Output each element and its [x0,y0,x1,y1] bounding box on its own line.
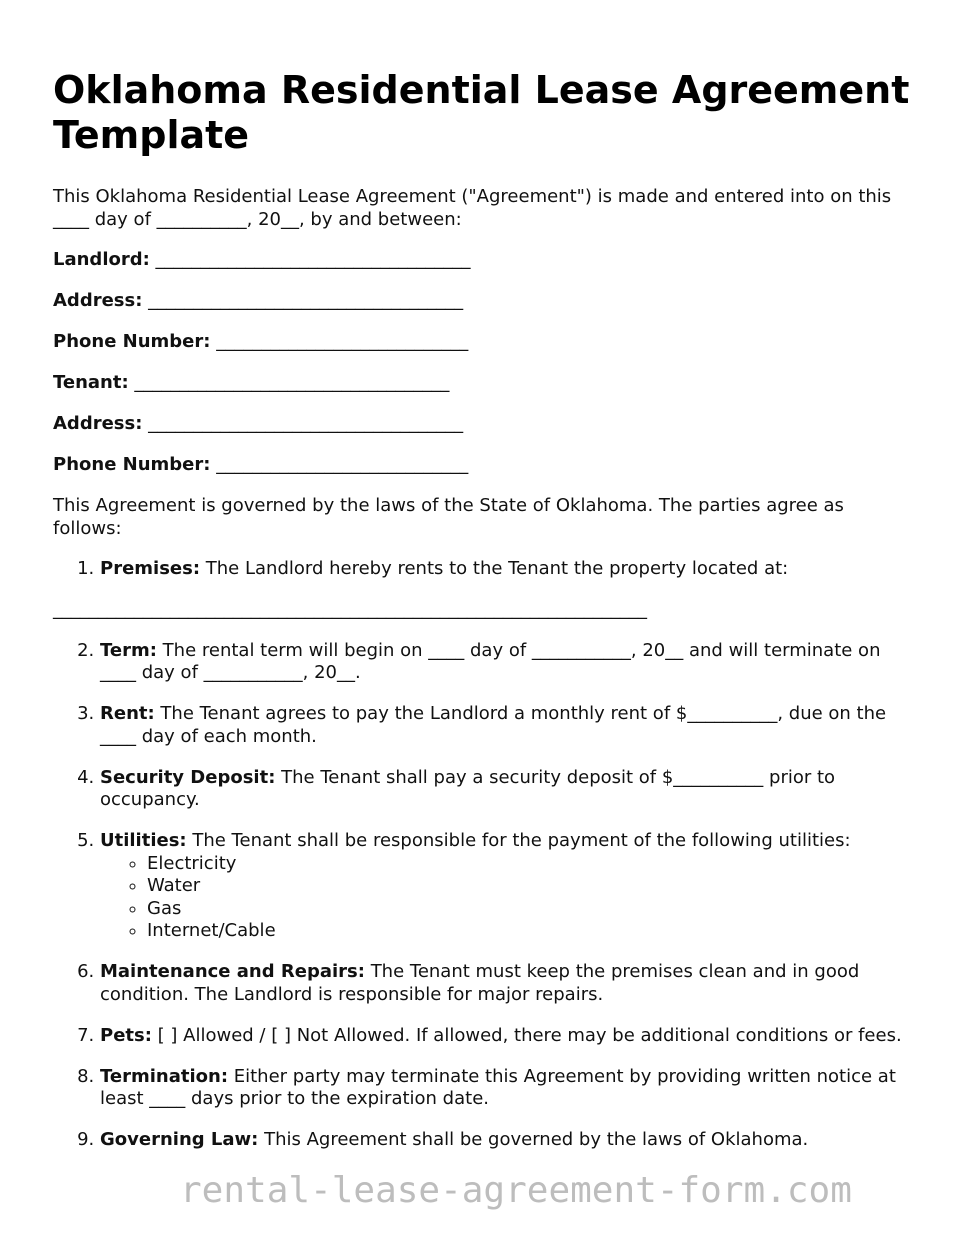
term-heading: Utilities: [100,830,187,851]
utility-item: ◦ Internet/Cable [147,920,913,943]
term-heading: Governing Law: [100,1129,259,1150]
term-text: Either party may terminate this Agreement by providing written notice at least ____ days prior to the expiration date. [100,1065,896,1109]
term-rent [100,703,913,748]
term-heading: Maintenance and Repairs: [100,961,365,982]
field-label: Address: [53,290,143,311]
document-page [53,68,913,1170]
term-premises [53,558,913,621]
term-heading: Term: [100,639,157,661]
field-blank: ____________________________ [216,454,469,475]
term-text: The Landlord hereby rents to the Tenant the property located at: [205,558,789,579]
field-blank: ___________________________________ [134,372,450,393]
field-label: Phone Number: [53,331,211,352]
utility-item: ◦ Water [147,875,913,898]
field-label: Phone Number: [53,454,211,475]
term-utilities [100,830,913,943]
utilities-list [100,853,913,943]
landlord-phone-field [53,331,913,354]
field-label: Landlord: [53,249,150,270]
term-security-deposit [100,767,913,812]
term-heading: Security Deposit: [100,766,276,788]
term-text: The Tenant agrees to pay the Landlord a monthly rent of $__________, due on the ____ day of each month. [100,703,887,747]
term-pets [100,1025,913,1048]
utility-item: ◦ Gas [147,898,913,921]
term-text: [ ] Allowed / [ ] Not Allowed. If allowed, there may be additional conditions or fees. [157,1024,902,1046]
term-heading: Rent: [100,703,155,724]
landlord-address-field [53,290,913,313]
term-termination [100,1066,913,1111]
document-title: Oklahoma Residential Lease Agreement Template [53,68,910,157]
field-blank: ____________________________ [216,331,469,352]
tenant-phone-field [53,454,913,477]
term-text: The Tenant shall pay a security deposit of $__________ prior to occupancy. [100,766,836,810]
terms-list [53,558,913,1152]
landlord-field [53,249,913,272]
tenant-field [53,372,913,395]
field-blank: ___________________________________ [148,290,464,311]
term-heading: Termination: [100,1065,229,1087]
term-maintenance [100,961,913,1006]
term-text: The Tenant must keep the premises clean and in good condition. The Landlord is responsible for major repairs. [100,961,860,1005]
tenant-address-field [53,413,913,436]
intro-paragraph: This Oklahoma Residential Lease Agreement ("Agreement") is made and entered into on this ____ day of __________, 20__, by and between: [53,186,892,230]
term-heading: Pets: [100,1024,152,1046]
field-blank: ___________________________________ [148,413,464,434]
term-heading: Premises: [100,558,201,579]
term-governing-law [100,1129,913,1152]
term-term [100,640,913,685]
field-label: Tenant: [53,372,129,393]
field-blank: ___________________________________ [155,249,471,270]
premises-address-line: __________________________________________________________________ [53,598,647,620]
governing-intro: This Agreement is governed by the laws of the State of Oklahoma. The parties agree as follows: [53,495,844,539]
watermark-text: rental-lease-agreement-form.com [180,1170,852,1211]
utility-item: ◦ Electricity [147,853,913,876]
field-label: Address: [53,413,143,434]
term-text: The Tenant shall be responsible for the payment of the following utilities: [192,830,851,851]
term-text: The rental term will begin on ____ day of ___________, 20__ and will terminate on ____ day of ___________, 20__. [100,639,881,683]
term-text: This Agreement shall be governed by the laws of Oklahoma. [264,1129,809,1150]
